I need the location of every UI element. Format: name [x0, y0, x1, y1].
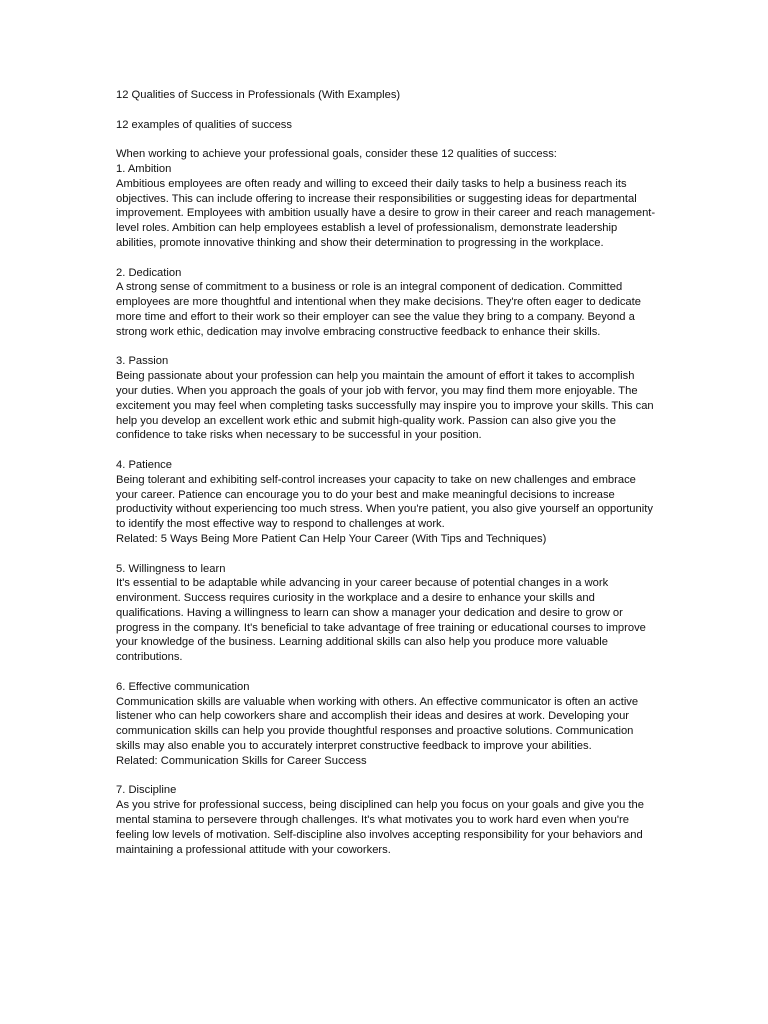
intro-text: When working to achieve your professional goals, consider these 12 qualities of success:	[116, 148, 557, 161]
spacer	[116, 665, 656, 680]
section-ambition	[116, 162, 656, 251]
section-patience	[116, 458, 656, 547]
section-body: Ambitious employees are often ready and willing to exceed their daily tasks to help a business reach its objectives. This can include offering to increase their responsibilities or suggesting ideas for departmental improvement. Employees with ambition usually have a desire to grow in their career and reach management-level roles. Ambition can help employees establish a level of professionalism, demonstrate leadership abilities, promote innovative thinking and show their determination to progressing in the workplace.	[116, 177, 656, 249]
spacer	[116, 340, 656, 355]
spacer	[116, 251, 656, 266]
document-subtitle: 12 examples of qualities of success	[116, 118, 292, 131]
section-heading: 5. Willingness to learn	[116, 562, 226, 575]
section-body: As you strive for professional success, being disciplined can help you focus on your goals and give you the mental stamina to persevere through challenges. It's what motivates you to work hard even when you're feeling low levels of motivation. Self-discipline also involves accepting responsibility for your behaviors and maintaining a professional attitude with your coworkers.	[116, 799, 644, 856]
section-heading: 2. Dedication	[116, 266, 182, 279]
section-body: It's essential to be adaptable while advancing in your career because of potential changes in a work environment. Success requires curiosity in the workplace and a desire to enhance your skills and qualifications. Having a willingness to learn can show a manager your dedication and desire to grow or progress in the company. It's beneficial to take advantage of free training or educational courses to improve your knowledge of the business. Learning additional skills can also help you produce more valuable contributions.	[116, 577, 646, 664]
related-link[interactable]: Related: Communication Skills for Career Success	[116, 754, 367, 767]
section-heading: 7. Discipline	[116, 784, 177, 797]
section-heading: 4. Patience	[116, 458, 172, 471]
spacer	[116, 769, 656, 784]
section-willingness-to-learn	[116, 562, 656, 666]
section-body: Being passionate about your profession can help you maintain the amount of effort it takes to accomplish your duties. When you approach the goals of your job with fervor, you may find them more enjoyable. The excitement you may feel when completing tasks successfully may inspire you to improve your skills. This can help you develop an excellent work ethic and submit high-quality work. Passion can also give you the confidence to take risks when necessary to be successful in your position.	[116, 370, 654, 442]
section-heading: 3. Passion	[116, 355, 169, 368]
document-title: 12 Qualities of Success in Professionals (With Examples)	[116, 89, 401, 101]
section-heading: 6. Effective communication	[116, 680, 250, 693]
section-body: Being tolerant and exhibiting self-control increases your capacity to take on new challenges and embrace your career. Patience can encourage you to do your best and make meaningful decisions to increase productivity without experiencing too much stress. When you're patient, you also give yourself an opportunity to identify the most effective way to respond to challenges at work.	[116, 473, 653, 531]
section-heading: 1. Ambition	[116, 162, 172, 175]
section-discipline	[116, 783, 656, 857]
spacer	[116, 132, 656, 147]
related-link[interactable]: Related: 5 Ways Being More Patient Can Help Your Career (With Tips and Techniques)	[116, 532, 547, 545]
spacer	[116, 443, 656, 458]
section-body: Communication skills are valuable when working with others. An effective communicator is often an active listener who can help coworkers share and accomplish their ideas and desires at work. Developing your communication skills can help you provide thoughtful responses and proactive solutions. Communication skills may also enable you to accurately interpret constructive feedback to improve your abilities.	[116, 695, 639, 753]
section-effective-communication	[116, 680, 656, 769]
spacer	[116, 103, 656, 118]
section-body: A strong sense of commitment to a business or role is an integral component of dedication. Committed employees are more thoughtful and intentional when they make decisions. They're often eager to dedicate more time and effort to their work so their employer can see the value they bring to a company. Beyond a strong work ethic, dedication may involve embracing constructive feedback to enhance their skills.	[116, 281, 641, 338]
section-dedication	[116, 266, 656, 340]
document-page	[116, 88, 656, 857]
spacer	[116, 547, 656, 562]
section-passion	[116, 354, 656, 443]
